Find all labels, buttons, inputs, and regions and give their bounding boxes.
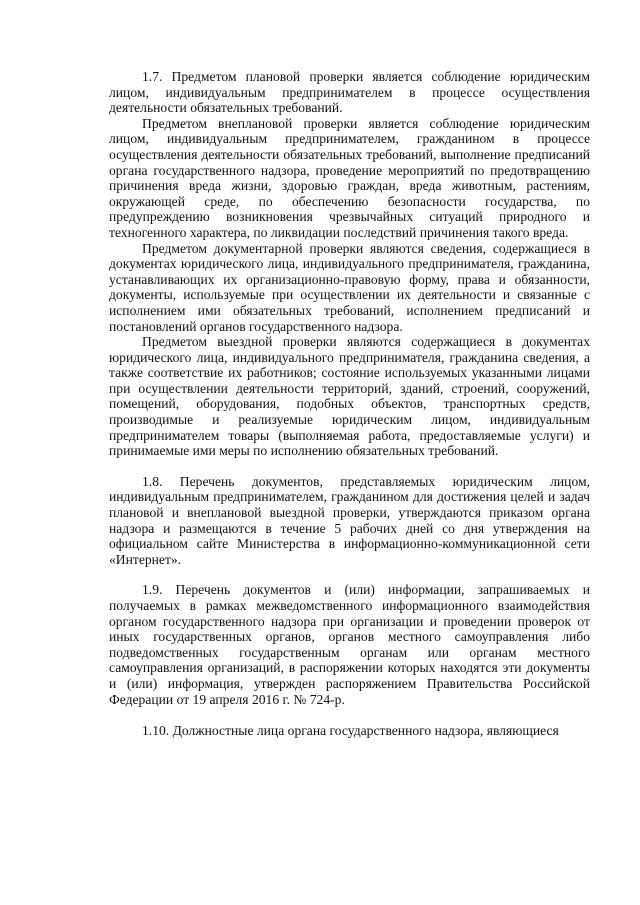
paragraph-1-7: 1.7. Предметом плановой проверки является соблюдение юридическим лицом, индивидуальным предпринимателем в процессе осуществления деятельности обязательных требований. bbox=[109, 69, 590, 116]
paragraph-1-9: 1.9. Перечень документов и (или) информации, запрашиваемых и получаемых в рамках межведомственного информационного взаимодействия органом государственного надзора при организации и проведении проверок от иных государственных органов, органов местного самоуправления либо подведомственных государственным органам или органам местного самоуправления организаций, в распоряжении которых находятся эти документы и (или) информация, утвержден распоряжением Правительства Российской Федерации от 19 апреля 2016 г. № 724-р. bbox=[109, 582, 590, 707]
paragraph-field-inspection: Предметом выездной проверки являются содержащиеся в документах юридического лица, индивидуального предпринимателя, гражданина сведения, а также соответствие их работников; состояние используемых указанными лицами при осуществлении деятельности территорий, зданий, строений, сооружений, помещений, оборудования, подобных объектов, транспортных средств, производимые и реализуемые юридическим лицом, индивидуальным предпринимателем товары (выполняемая работа, предоставляемые услуги) и принимаемые ими меры по исполнению обязательных требований. bbox=[109, 334, 590, 459]
document-body bbox=[109, 69, 590, 739]
paragraph-1-10: 1.10. Должностные лица органа государственного надзора, являющиеся bbox=[142, 723, 559, 739]
paragraph-documentary-inspection: Предметом документарной проверки являются сведения, содержащиеся в документах юридического лица, индивидуального предпринимателя, гражданина, устанавливающих их организационно-правовую форму, права и обязанности, документы, используемые при осуществлении их деятельности и связанные с исполнением ими обязательных требований, исполнением предписаний и постановлений органов государственного надзора. bbox=[109, 240, 590, 334]
paragraph-unscheduled-inspection: Предметом внеплановой проверки является соблюдение юридическим лицом, индивидуальным предпринимателем, гражданином в процессе осуществления деятельности обязательных требований, выполнение предписаний органа государственного надзора, проведение мероприятий по предотвращению причинения вреда жизни, здоровью граждан, вреда животным, растениям, окружающей среде, по обеспечению безопасности государства, по предупреждению возникновения чрезвычайных ситуаций природного и техногенного характера, по ликвидации последствий причинения такого вреда. bbox=[109, 115, 590, 240]
paragraph-1-8: 1.8. Перечень документов, представляемых юридическим лицом, индивидуальным предпринимателем, гражданином для достижения целей и задач плановой и внеплановой выездной проверки, утверждаются приказом органа надзора и размещаются в течение 5 рабочих дней со дня утверждения на официальном сайте Министерства в информационно-коммуникационной сети «Интернет». bbox=[109, 473, 590, 567]
